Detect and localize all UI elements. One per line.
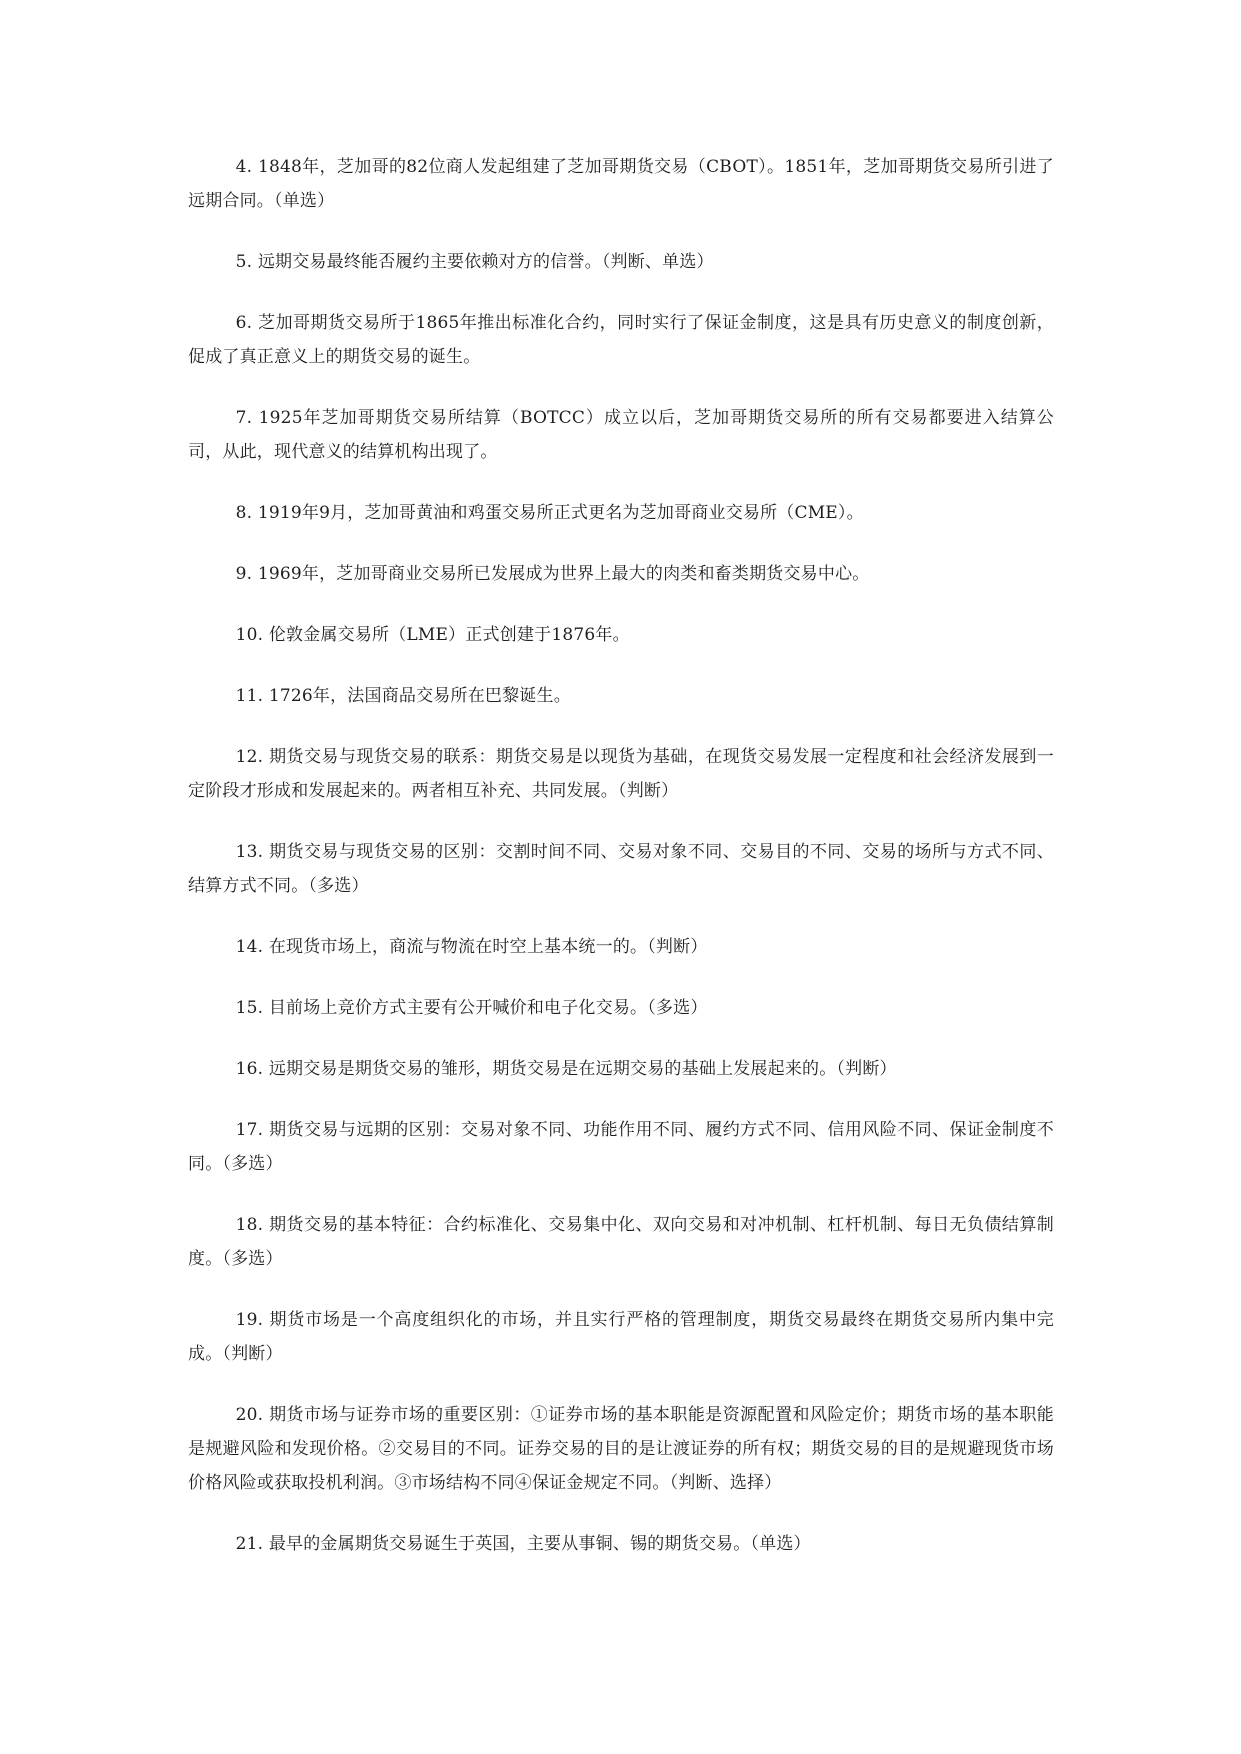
- list-item: 9. 1969年，芝加哥商业交易所已发展成为世界上最大的肉类和畜类期货交易中心。: [235, 564, 870, 584]
- list-item: 12. 期货交易与现货交易的联系：期货交易是以现货为基础，在现货交易发展一定程度和社会经济发展到一定阶段才形成和发展起来的。两者相互补充、共同发展。（判断）: [188, 747, 1054, 801]
- list-item: 14. 在现货市场上，商流与物流在时空上基本统一的。（判断）: [235, 937, 708, 957]
- list-item: 4. 1848年，芝加哥的82位商人发起组建了芝加哥期货交易（CBOT）。1851年，芝加哥期货交易所引进了远期合同。（单选）: [188, 157, 1054, 211]
- list-item: 18. 期货交易的基本特征：合约标准化、交易集中化、双向交易和对冲机制、杠杆机制、每日无负债结算制度。（多选）: [188, 1215, 1054, 1269]
- list-item: 20. 期货市场与证券市场的重要区别：①证券市场的基本职能是资源配置和风险定价；期货市场的基本职能是规避风险和发现价格。②交易目的不同。证券交易的目的是让渡证券的所有权；期货交易的目的是规避现货市场价格风险或获取投机利润。③市场结构不同④保证金规定不同。（判断、选择）: [188, 1405, 1054, 1493]
- list-item: 5. 远期交易最终能否履约主要依赖对方的信誉。（判断、单选）: [235, 252, 714, 272]
- list-item: 7. 1925年芝加哥期货交易所结算（BOTCC）成立以后，芝加哥期货交易所的所有交易都要进入结算公司，从此，现代意义的结算机构出现了。: [188, 408, 1054, 462]
- list-item: 6. 芝加哥期货交易所于1865年推出标准化合约，同时实行了保证金制度，这是具有历史意义的制度创新，促成了真正意义上的期货交易的诞生。: [188, 313, 1054, 367]
- document-page: [188, 150, 1054, 1588]
- list-item: 15. 目前场上竞价方式主要有公开喊价和电子化交易。（多选）: [235, 998, 708, 1018]
- list-item: 11. 1726年，法国商品交易所在巴黎诞生。: [235, 686, 571, 706]
- list-item: 19. 期货市场是一个高度组织化的市场，并且实行严格的管理制度，期货交易最终在期货交易所内集中完成。（判断）: [188, 1310, 1054, 1364]
- list-item: 10. 伦敦金属交易所（LME）正式创建于1876年。: [235, 625, 630, 645]
- list-item: 8. 1919年9月，芝加哥黄油和鸡蛋交易所正式更名为芝加哥商业交易所（CME）。: [235, 503, 864, 523]
- list-item: 17. 期货交易与远期的区别：交易对象不同、功能作用不同、履约方式不同、信用风险不同、保证金制度不同。（多选）: [188, 1120, 1054, 1174]
- list-item: 16. 远期交易是期货交易的雏形，期货交易是在远期交易的基础上发展起来的。（判断）: [235, 1059, 897, 1079]
- list-item: 21. 最早的金属期货交易诞生于英国，主要从事铜、锡的期货交易。（单选）: [235, 1534, 811, 1554]
- list-item: 13. 期货交易与现货交易的区别：交割时间不同、交易对象不同、交易目的不同、交易的场所与方式不同、结算方式不同。（多选）: [188, 842, 1054, 896]
